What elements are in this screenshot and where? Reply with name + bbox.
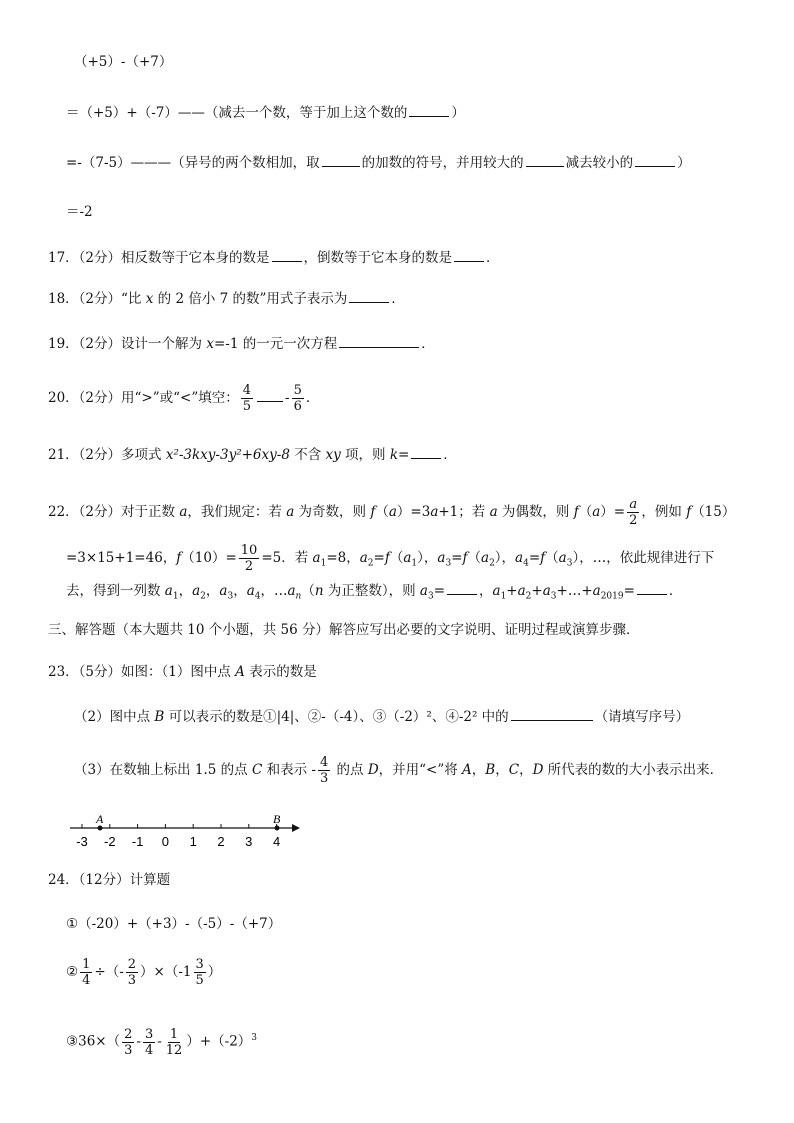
- q22-blank-2[interactable]: [637, 580, 667, 595]
- question-21: [48, 444, 457, 465]
- q16-line-3-text-b: 的加数的符号，并用较大的: [361, 155, 524, 171]
- q22-l2-t12: （: [545, 550, 559, 566]
- q23-l3-t5: ，: [471, 762, 486, 778]
- q22-l3-t6: （: [301, 583, 315, 599]
- q22-sub: 2: [200, 591, 206, 602]
- q24-p2-frac-1: [80, 957, 92, 988]
- q22-t5: ）=3: [396, 504, 431, 520]
- q22-sub: 1: [172, 591, 179, 602]
- q17-number: 17．（2分）: [48, 250, 122, 266]
- number-line: [60, 808, 310, 854]
- tick-label: 4: [272, 834, 281, 849]
- q22-frac2-denominator: 2: [244, 559, 254, 574]
- q24-p2-f2-d: 3: [127, 973, 137, 988]
- q17-text-a: 相反数等于它本身的数是: [121, 250, 270, 266]
- q20-minus: -: [285, 390, 290, 406]
- q22-var-a: a: [419, 583, 428, 599]
- q22-frac2-numerator: 10: [240, 543, 258, 558]
- q24-p2-t2: ÷（-: [94, 964, 124, 980]
- q24-p3-frac-1: [122, 1027, 134, 1058]
- q22-var-a: a: [592, 504, 601, 520]
- q24-p2-t4: ）: [207, 964, 222, 980]
- number-line-arrow: [292, 824, 300, 832]
- q21-text-c: 项，则: [340, 447, 390, 463]
- q22-var-a: a: [179, 504, 188, 520]
- q22-sub: 3: [445, 558, 452, 569]
- q22-l2-t10: ），: [494, 550, 516, 566]
- q22-sub: n: [295, 591, 302, 602]
- q23-blank[interactable]: [511, 706, 593, 721]
- q22-var-a: a: [489, 504, 498, 520]
- q22-l3-t5: ，…: [260, 583, 288, 599]
- q16-line-4: ＝-2: [66, 204, 93, 220]
- q22-sub: 2: [367, 558, 374, 569]
- q22-l2-t7: ），: [417, 550, 438, 566]
- q22-blank-1[interactable]: [447, 580, 477, 595]
- tick-label: -1: [131, 834, 144, 849]
- q18-text-a: “比: [121, 291, 146, 307]
- q23-t2: 表示的数是: [244, 664, 317, 680]
- q21-expression: x²-3kxy-3y²+6xy-8: [165, 447, 290, 463]
- q22-sub: 4: [523, 558, 529, 569]
- q24-p2-f3-n: 3: [195, 957, 204, 972]
- q22-l2-t2: （10）=: [181, 550, 237, 566]
- q24-p2-f3-d: 5: [195, 973, 204, 988]
- q21-number: 21．（2分）: [48, 447, 122, 463]
- q19-text-a: 设计一个解为: [121, 336, 207, 352]
- q23-point-d: D: [367, 762, 379, 778]
- q17-blank-2[interactable]: [454, 247, 484, 262]
- q22-sub: 4: [254, 591, 261, 602]
- q16-blank-1[interactable]: [409, 102, 449, 117]
- q22-t10: ，例如: [641, 504, 687, 520]
- q22-t8: （: [578, 504, 593, 520]
- q22-l2-t11: =: [528, 550, 541, 566]
- q22-fraction-a-2: [627, 497, 639, 528]
- q22-var-a: a: [515, 550, 524, 566]
- q22-sub: 2: [489, 558, 495, 569]
- q24-part-1: ①（-20）+（+3）-（-5）-（+7）: [66, 916, 282, 932]
- q23-point-d: D: [532, 762, 544, 778]
- q23-point-b: B: [485, 762, 496, 778]
- q24-p3-f3-d: 12: [165, 1042, 183, 1058]
- q22-var-a: a: [437, 550, 446, 566]
- q22-var-a: a: [164, 583, 173, 599]
- q20-f1-numerator: 4: [242, 383, 252, 398]
- q24-p2-t3: ）×（-1: [140, 964, 192, 980]
- q24-p3-t3: -: [157, 1033, 162, 1050]
- question-19: [48, 333, 435, 354]
- question-23-line-3: [74, 752, 723, 788]
- q21-blank[interactable]: [411, 444, 441, 459]
- q22-var-a: a: [219, 583, 228, 599]
- q19-text-b: =-1 的一元一次方程: [213, 336, 338, 352]
- q22-sub: 1: [320, 558, 327, 569]
- q22-t1: 对于正数: [121, 504, 180, 520]
- section-3-heading: 三、解答题（本大题共 10 个小题，共 56 分）解答应写出必要的文字说明、证明过程或演算步骤．: [48, 622, 640, 638]
- q23-number: 23．（5分）: [48, 664, 122, 680]
- q22-l3-t12: +…+: [556, 583, 593, 599]
- tick-label: 0: [161, 834, 170, 849]
- q20-fraction-1: [241, 383, 253, 414]
- q22-var-a: a: [403, 550, 412, 566]
- q20-fraction-2: [292, 383, 304, 414]
- q22-var-a: a: [192, 583, 201, 599]
- q22-var-a: a: [287, 583, 296, 599]
- question-18: [48, 288, 405, 309]
- q23-l3-t4: ，并用“<”将: [378, 762, 463, 778]
- q22-var-a: a: [558, 550, 567, 566]
- q24-p2-frac-3: [194, 957, 206, 988]
- q19-var-x: x: [206, 336, 214, 352]
- q22-t4: （: [375, 504, 389, 520]
- q20-text: 用“>”或“<”填空：: [121, 390, 239, 406]
- q22-l2-t4: =8，: [326, 550, 360, 566]
- q16-blank-3[interactable]: [526, 152, 564, 167]
- question-22-line-3: [66, 580, 682, 607]
- q22-t3: 为奇数，则: [294, 504, 371, 520]
- q23-point-a: A: [235, 664, 245, 680]
- point-a-dot: [98, 826, 103, 831]
- q20-blank[interactable]: [257, 387, 283, 402]
- q22-func-f: f: [176, 550, 182, 566]
- q22-l3-t13: =: [623, 583, 635, 599]
- q21-end: ．: [443, 447, 457, 463]
- q22-func-f: f: [540, 550, 546, 566]
- q20-number: 20．（2分）: [48, 390, 122, 406]
- point-b-label: B: [273, 812, 281, 826]
- q24-p3-frac-2: [143, 1027, 155, 1058]
- q21-var-xy: xy: [325, 447, 341, 463]
- q22-l3-t9: ，: [479, 583, 493, 599]
- q23-point-c: C: [251, 762, 263, 778]
- q22-frac-denominator: 2: [629, 513, 638, 528]
- q22-t2: ，我们规定：若: [187, 504, 287, 520]
- q16-line-3: [66, 152, 691, 173]
- q16-blank-2[interactable]: [322, 152, 360, 167]
- question-23-line-1: [48, 662, 317, 682]
- q16-line-2: [66, 102, 465, 123]
- q23-t1: 如图：（1）图中点: [121, 664, 236, 680]
- q23-l2-t2: 可以表示的数是①|4|、②-（-4）、③（-2）²、④-2² 中的: [164, 709, 509, 725]
- q24-p2-frac-2: [126, 957, 138, 988]
- question-24-title: [48, 870, 170, 890]
- q23-point-b: B: [154, 709, 165, 725]
- q21-eq: =: [398, 447, 410, 463]
- q22-func-f: f: [370, 504, 376, 520]
- q23-fraction: [318, 755, 330, 786]
- tick-label: -2: [104, 834, 116, 849]
- q22-var-a: a: [388, 504, 397, 520]
- q23-l3-t1: （3）在数轴上标出 1.5 的点: [74, 762, 252, 778]
- q24-number: 24．（12分）: [48, 872, 130, 888]
- q16-line-2-text: ＝（+5）+（-7）——（减去一个数，等于加上这个数的: [66, 105, 408, 121]
- q22-var-n: n: [314, 583, 324, 599]
- q23-l3-t2: 和表示 -: [262, 762, 316, 778]
- q22-l3-t3: ，: [205, 583, 220, 599]
- q24-p2-t1: ②: [66, 964, 79, 980]
- q16-blank-4[interactable]: [635, 152, 675, 167]
- question-22-line-1: [48, 494, 735, 530]
- q23-l3-t3: 的点: [332, 762, 368, 778]
- tick-label: 1: [189, 834, 197, 849]
- q24-p2-f1-n: 1: [82, 957, 91, 972]
- q22-l2-t9: （: [467, 550, 481, 566]
- q22-sub: 2: [525, 591, 532, 602]
- q18-number: 18．（2分）: [48, 291, 122, 307]
- tick-label: 2: [217, 834, 225, 849]
- q22-l3-end: ．: [668, 583, 683, 599]
- q22-sub: 3: [566, 558, 573, 569]
- q22-var-a: a: [481, 550, 490, 566]
- q24-title-text: 计算题: [129, 872, 171, 888]
- q20-f1-denominator: 5: [242, 399, 252, 414]
- q22-l3-t1: 去，得到一列数: [66, 583, 165, 599]
- q23-frac-denominator: 3: [319, 771, 329, 786]
- q19-end: ．: [421, 336, 435, 352]
- q22-var-a: a: [430, 504, 439, 520]
- q22-sub: 3: [550, 591, 557, 602]
- q23-l3-t8: 所代表的数的大小表示出来．: [543, 762, 724, 778]
- q22-l2-t3: =5．若: [261, 550, 313, 566]
- q23-l2-t1: （2）图中点: [74, 709, 155, 725]
- q24-p2-f2-n: 2: [127, 957, 137, 972]
- question-22-line-2: [66, 540, 714, 582]
- q16-line-3-end: ）: [677, 155, 691, 171]
- q22-var-a: a: [312, 550, 321, 566]
- q23-l3-t7: ，: [519, 762, 533, 778]
- q22-var-a: a: [542, 583, 551, 599]
- q21-text-b: 不含: [289, 447, 326, 463]
- q22-t6: +1；若: [438, 504, 490, 520]
- q22-sub: 3: [427, 591, 434, 602]
- q22-var-a: a: [246, 583, 255, 599]
- q17-end: ．: [486, 250, 500, 266]
- q24-p3-frac-3: [164, 1027, 185, 1058]
- q22-var-a: a: [286, 504, 295, 520]
- q22-frac-numerator: a: [629, 497, 638, 512]
- q16-line-3-text-c: 减去较小的: [565, 155, 634, 171]
- q18-text-b: 的 2 倍小 7 的数”用式子表示为: [153, 291, 348, 307]
- q18-end: ．: [391, 291, 405, 307]
- q22-l2-t5: =: [373, 550, 385, 566]
- q22-t7: 为偶数，则: [497, 504, 574, 520]
- q23-l2-t3: （请填写序号）: [594, 709, 690, 725]
- q22-var-a: a: [359, 550, 368, 566]
- q22-l2-t1: =3×15+1=46，: [66, 550, 177, 566]
- q22-l3-t7: 为正整数），则: [323, 583, 420, 599]
- point-b-dot: [275, 826, 280, 831]
- q24-p3-f1-d: 3: [124, 1042, 133, 1058]
- q24-p3-t1: ③36×（: [66, 1033, 121, 1050]
- point-a-label: A: [96, 812, 104, 826]
- q22-l2-t13: ），…，依此规律进行下: [572, 550, 715, 566]
- q24-p2-f1-d: 4: [82, 973, 91, 988]
- q24-p3-exponent: 3: [251, 1033, 258, 1043]
- q19-blank[interactable]: [339, 333, 419, 348]
- q22-l3-t2: ，: [178, 583, 193, 599]
- q22-sub: 3: [227, 591, 234, 602]
- q20-f2-denominator: 6: [293, 399, 302, 414]
- q22-l3-t10: +: [506, 583, 518, 599]
- q22-var-a: a: [517, 583, 526, 599]
- q22-var-a: a: [492, 583, 501, 599]
- q20-f2-numerator: 5: [293, 383, 302, 398]
- q22-var-a: a: [592, 583, 601, 599]
- q22-l3-t8: =: [433, 583, 445, 599]
- q18-blank[interactable]: [349, 288, 389, 303]
- q23-frac-numerator: 4: [319, 755, 329, 770]
- question-23-line-2: [74, 706, 689, 727]
- question-17: [48, 247, 500, 268]
- q17-blank-1[interactable]: [272, 247, 302, 262]
- q24-p3-f3-n: 1: [169, 1026, 179, 1042]
- q21-text-a: 多项式: [121, 447, 166, 463]
- q19-number: 19．（2分）: [48, 336, 122, 352]
- q21-var-k: k: [389, 447, 399, 463]
- q22-func-f: f: [686, 504, 692, 520]
- tick-label: 3: [245, 834, 253, 849]
- q22-func-f: f: [573, 504, 579, 520]
- q22-fraction-10-2: [239, 543, 260, 574]
- q22-l3-t4: ，: [233, 583, 247, 599]
- q22-l2-t6: （: [389, 550, 404, 566]
- q22-sub: 2019: [600, 591, 624, 602]
- question-20: [48, 380, 319, 416]
- q22-l3-t11: +: [531, 583, 543, 599]
- q24-p3-t2: -: [136, 1033, 141, 1050]
- q24-p3-t4: ）+（-2）: [186, 1033, 252, 1050]
- q24-p3-f1-n: 2: [124, 1026, 133, 1042]
- q23-l3-t6: ，: [495, 762, 509, 778]
- q24-p3-f2-n: 3: [144, 1026, 154, 1042]
- q16-line-1: （+5）-（+7）: [74, 54, 173, 70]
- q24-part-3: [66, 1020, 257, 1060]
- q22-func-f: f: [384, 550, 390, 566]
- q22-number: 22．（2分）: [48, 504, 122, 520]
- q18-var-x: x: [145, 291, 154, 307]
- q22-t11: （15）: [691, 504, 736, 520]
- q22-l2-t8: =: [451, 550, 463, 566]
- q23-point-a: A: [462, 762, 472, 778]
- q23-point-c: C: [508, 762, 520, 778]
- q17-text-b: ，倒数等于它本身的数是: [303, 250, 453, 266]
- q22-func-f: f: [462, 550, 468, 566]
- q22-sub: 1: [411, 558, 418, 569]
- q22-sub: 1: [500, 591, 507, 602]
- q16-line-3-text-a: =-（7-5）———（异号的两个数相加，取: [66, 155, 320, 171]
- tick-label: -3: [76, 834, 88, 849]
- q24-p3-f2-d: 4: [144, 1042, 154, 1058]
- q16-line-2-end: ）: [451, 105, 465, 121]
- q22-t9: ）=: [600, 504, 626, 520]
- q20-end: ．: [305, 390, 320, 406]
- q24-part-2: [66, 954, 221, 990]
